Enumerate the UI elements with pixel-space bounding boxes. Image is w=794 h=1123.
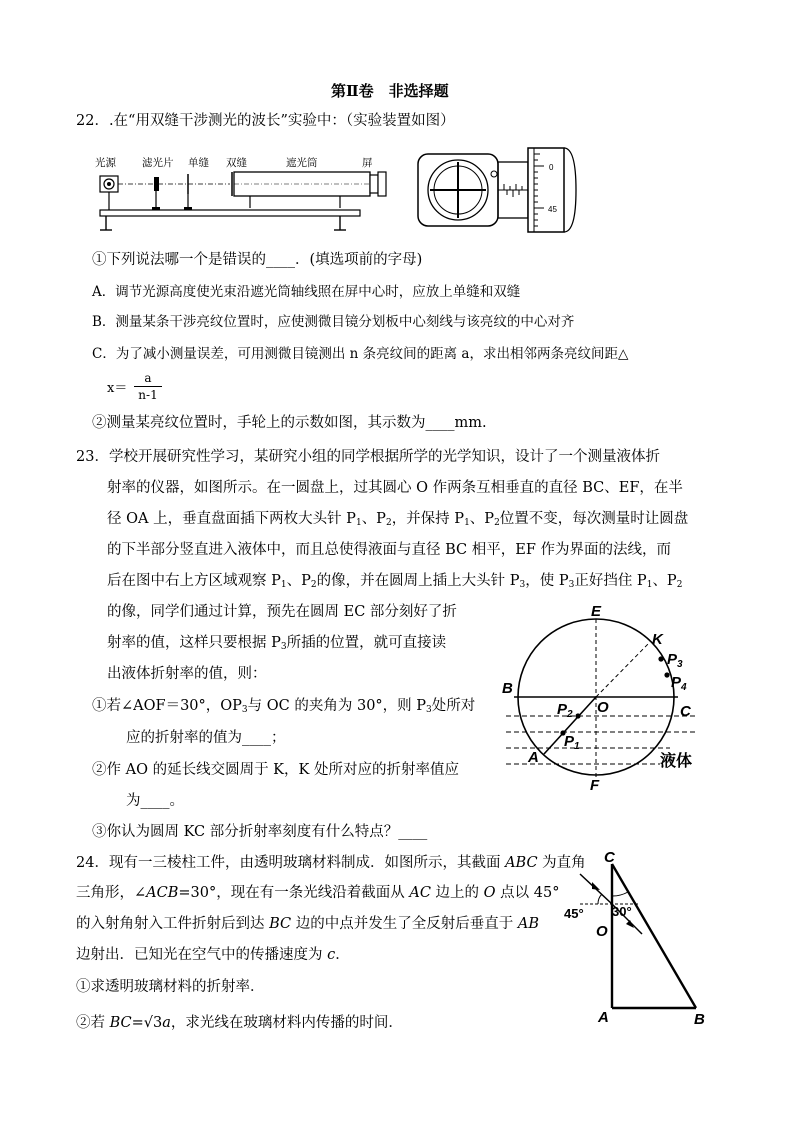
label-double-slit: 双缝: [226, 157, 247, 169]
pin-p3-icon: [658, 656, 663, 661]
q23-line3: 径 OA 上，垂直盘面插下两枚大头针 $P_1$、$P_2$，并保持 $P_1$、$P_2$位置不变，每次测量时让圆盘: [107, 511, 689, 528]
extension-ok: [596, 642, 650, 697]
optical-rail: [100, 210, 360, 216]
filter-icon: [154, 177, 159, 191]
q22-option-c: C．为了减小测量误差，可用测微目镜测出 n 条亮纹间的距离 a，求出相邻两条亮纹间距△: [92, 346, 629, 362]
label-shade-tube: 遮光筒: [286, 157, 318, 169]
prism-triangle-diagram: [560, 846, 720, 1028]
section-title: 第Ⅱ卷 非选择题: [331, 82, 449, 100]
thimble-label-45: 45: [548, 205, 557, 214]
label-p2: $P_2$: [557, 701, 573, 720]
formula-numerator: a: [144, 371, 152, 385]
label-45-deg: 45°: [564, 906, 584, 921]
q23-line7: 射率的值，这样只要根据 $P_3$所插的位置，就可直接读: [107, 635, 447, 652]
q22-sub1: ①下列说法哪一个是错误的____．(填选项前的字母): [92, 252, 423, 268]
q23-sub1-line1: ①若∠AOF＝30°，$OP_3$与 OC 的夹角为 30°，则 $P_3$处所对: [92, 698, 476, 715]
q22-stem: 22．.在“用双缝干涉测光的波长”实验中：（实验装置如图）: [76, 113, 455, 129]
refractometer-disc-diagram: [500, 602, 710, 794]
label-c: C: [680, 703, 691, 720]
q23-line4: 的下半部分竖直进入液体中，而且总使得液面与直径 BC 相平，EF 作为界面的法线，而: [107, 542, 671, 558]
label-p1: $P_1$: [564, 733, 580, 752]
q24-line2: 三角形，∠ACB=30°，现在有一条光线沿着截面从 AC 边上的 O 点以 45°: [76, 885, 560, 901]
q23-sub3: ③你认为圆周 KC 部分折射率刻度有什么特点？____: [92, 824, 428, 840]
label-b: B: [502, 680, 513, 697]
formula-lhs: x＝: [107, 381, 128, 396]
label-p3: $P_3$: [667, 651, 683, 670]
q22-sub2: ②测量某亮纹位置时，手轮上的示数如图，其示数为____mm.: [92, 415, 487, 431]
label-a: A: [598, 1009, 609, 1026]
micrometer-eyepiece-figure: [414, 140, 584, 240]
formula-fraction-bar: [134, 386, 162, 387]
double-slit-apparatus-figure: [90, 150, 400, 240]
thimble-icon: [528, 148, 564, 232]
label-p4: $P_4$: [671, 674, 687, 693]
side-bc: [612, 864, 696, 1008]
thimble-label-0: 0: [549, 163, 554, 172]
label-e: E: [591, 603, 602, 620]
label-f: F: [590, 777, 600, 794]
q22-option-b: B．测量某条干涉亮纹位置时，应使测微目镜分划板中心刻线与该亮纹的中心对齐: [92, 314, 575, 330]
label-a: A: [528, 749, 539, 766]
label-30-deg: 30°: [612, 904, 632, 919]
q23-sub1-line2: 应的折射率的值为____；: [126, 730, 286, 746]
q24-line4: 边射出．已知光在空气中的传播速度为 c．: [76, 947, 350, 963]
label-o: O: [596, 923, 608, 940]
q22-option-a: A．调节光源高度使光束沿遮光筒轴线照在屏中心时，应放上单缝和双缝: [92, 284, 521, 300]
screen-icon: [370, 175, 378, 193]
q24-sub1: ①求透明玻璃材料的折射率．: [76, 979, 265, 995]
q23-sub2-line2: 为____。: [126, 793, 184, 809]
q23-line1: 23．学校开展研究性学习，某研究小组的同学根据所学的光学知识，设计了一个测量液体折: [76, 449, 660, 465]
q24-line1: 24．现有一三棱柱工件，由透明玻璃材料制成．如图所示，其截面 ABC 为直角: [76, 855, 586, 871]
q24-sub2: ②若 BC=√3a，求光线在玻璃材料内传播的时间．: [76, 1015, 403, 1031]
q23-line6: 的像，同学们通过计算，预先在圆周 EC 部分刻好了折: [107, 604, 457, 620]
label-filter: 滤光片: [142, 157, 174, 169]
label-light-source: 光源: [95, 157, 116, 169]
q23-line8: 出液体折射率的值，则：: [107, 666, 267, 682]
label-o: O: [597, 699, 609, 716]
label-c: C: [604, 849, 615, 866]
q24-line3: 的入射角射入工件折射后到达 BC 边的中点并发生了全反射后垂直于 AB: [76, 916, 539, 932]
pin-p2-icon: [575, 713, 580, 718]
label-b: B: [694, 1011, 705, 1028]
formula-denominator: n-1: [138, 388, 158, 402]
label-k: K: [652, 631, 663, 648]
q23-sub2-line1: ②作 AO 的延长线交圆周于 K，K 处所对应的折射率值应: [92, 762, 459, 778]
label-single-slit: 单缝: [188, 157, 209, 169]
label-liquid: 液体: [660, 753, 693, 770]
label-screen: 屏: [362, 157, 373, 169]
q23-line2: 射率的仪器，如图所示。在一圆盘上，过其圆心 O 作两条互相垂直的直径 BC、EF，在半: [107, 480, 683, 496]
q23-line5: 后在图中右上方区域观察 $P_1$、$P_2$的像，并在圆周上插上大头针 $P_3$，使 $P_3$正好挡住 $P_1$、$P_2$: [107, 573, 683, 590]
pin-p4-icon: [664, 672, 669, 677]
